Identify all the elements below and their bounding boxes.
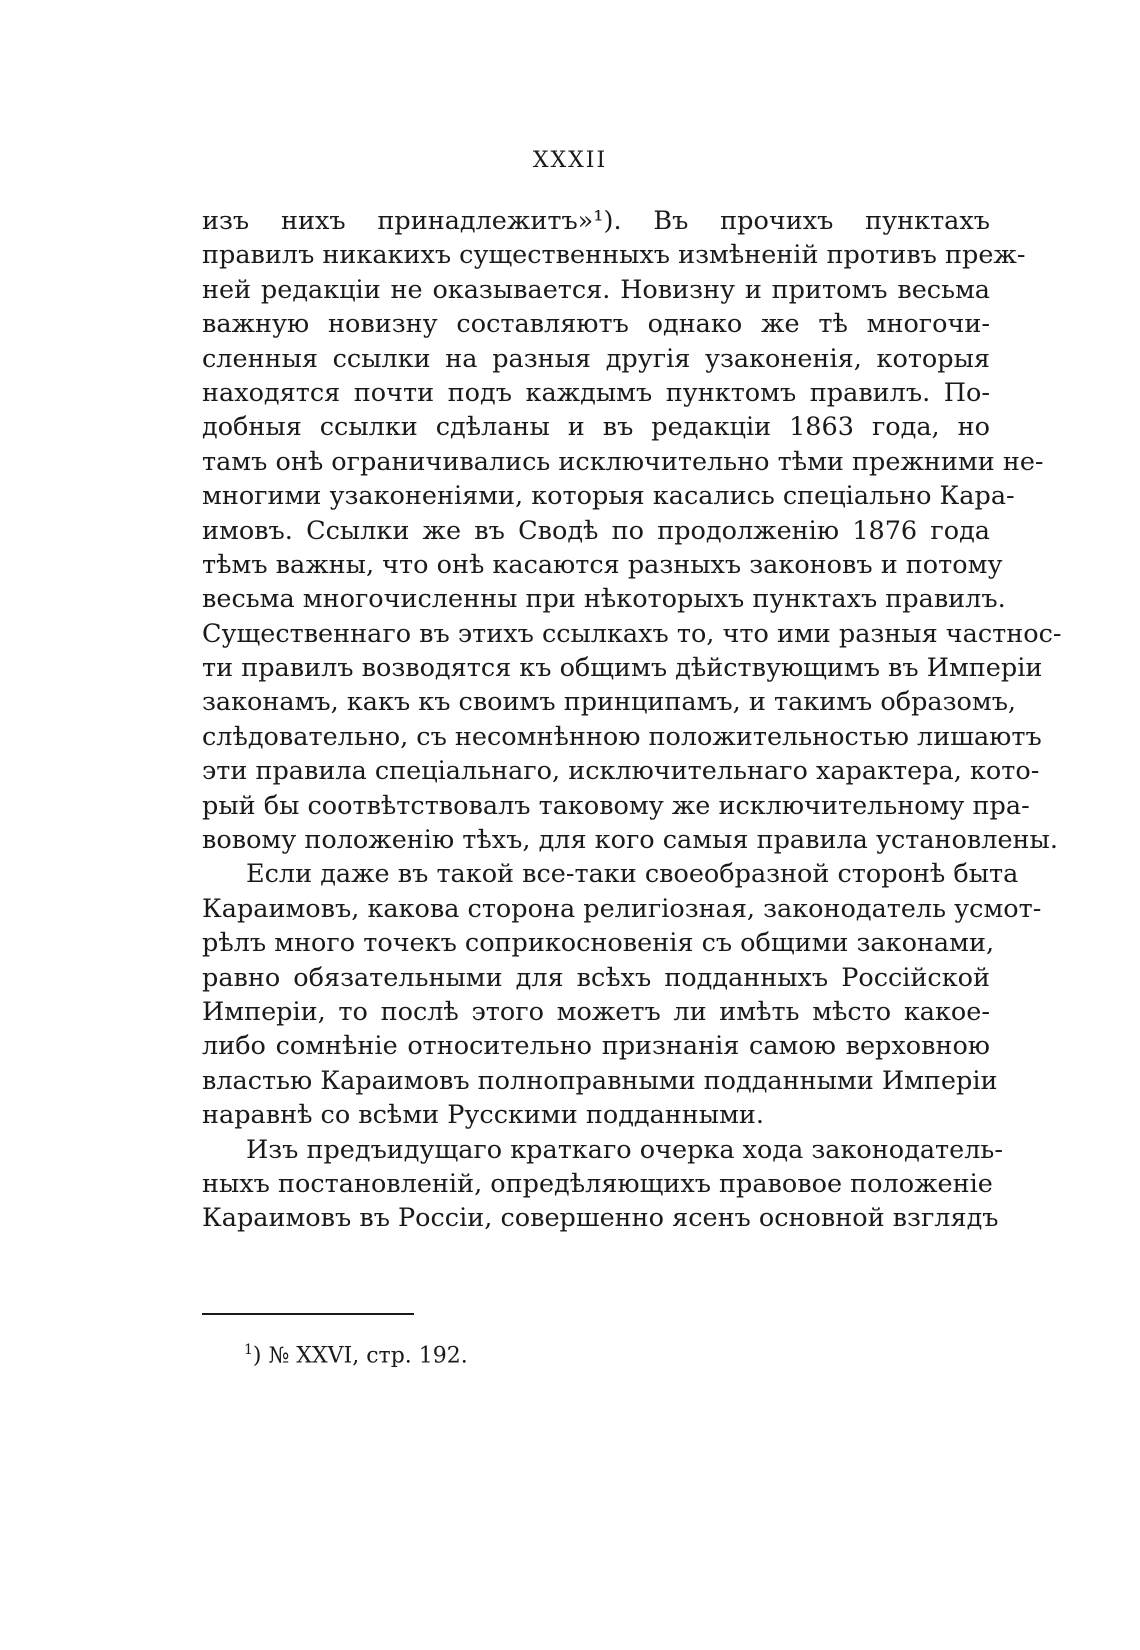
text-line: Существеннаго въ этихъ ссылкахъ то, что ими разныя частнос-	[202, 618, 1062, 649]
text-line: властью Караимовъ полноправными подданными Имперіи	[202, 1065, 998, 1096]
text-line: ныхъ постановленій, опредѣляющихъ правовое положеніе	[202, 1168, 993, 1199]
text-line: равно обязательными для всѣхъ подданныхъ Россійской	[202, 962, 990, 993]
text-line: рѣлъ много точекъ соприкосновенія съ общими законами,	[202, 928, 995, 959]
footnote-text: ) № XXVI, стр. 192.	[252, 1343, 468, 1369]
text-line: рый бы соотвѣтствовалъ таковому же исключительному пра-	[202, 790, 1030, 821]
text-line: законамъ, какъ къ своимъ принципамъ, и такимъ образомъ,	[202, 687, 1017, 718]
text-line: Имперіи, то послѣ этого можетъ ли имѣть мѣсто какое-	[202, 996, 990, 1027]
text-line: эти правила спеціальнаго, исключительнаго характера, кото-	[202, 756, 1040, 787]
text-line: наравнѣ со всѣми Русскими подданными.	[202, 1100, 765, 1131]
footnote-divider	[202, 1313, 414, 1315]
text-line: вовому положенію тѣхъ, для кого самыя правила установлены.	[202, 825, 1058, 856]
text-line: ней редакціи не оказывается. Новизну и притомъ весьма	[202, 274, 990, 305]
text-line: находятся почти подъ каждымъ пунктомъ правилъ. По-	[202, 377, 990, 408]
text-line: добныя ссылки сдѣланы и въ редакціи 1863 года, но	[202, 412, 990, 443]
page-number: XXXII	[532, 148, 608, 173]
text-line: важную новизну составляютъ однако же тѣ многочи-	[202, 309, 990, 340]
text-line: правилъ никакихъ существенныхъ измѣненій противъ преж-	[202, 240, 1026, 271]
text-line: тамъ онѣ ограничивались исключительно тѣми прежними не-	[202, 446, 1044, 477]
text-line: слѣдовательно, съ несомнѣнною положительностью лишаютъ	[202, 721, 1042, 752]
text-line: изъ нихъ принадлежитъ»¹). Въ прочихъ пунктахъ	[202, 206, 990, 236]
body-text	[202, 204, 1062, 1236]
text-line: тѣмъ важны, что онѣ касаются разныхъ законовъ и потому	[202, 549, 1003, 580]
text-line: либо сомнѣніе относительно признанія самою верховною	[202, 1031, 990, 1062]
text-line: имовъ. Ссылки же въ Сводѣ по продолженію 1876 года	[202, 515, 990, 546]
text-line: многими узаконеніями, которыя касались спеціально Кара-	[202, 481, 1015, 512]
text-line: Караимовъ, какова сторона религіозная, законодатель усмот-	[202, 893, 1042, 924]
footnote	[244, 1342, 468, 1368]
text-line: Караимовъ въ Россіи, совершенно ясенъ основной взглядъ	[202, 1203, 999, 1234]
text-line: ти правилъ возводятся къ общимъ дѣйствующимъ въ Имперіи	[202, 653, 1043, 684]
footnote-marker: 1	[244, 1342, 253, 1358]
text-line: сленныя ссылки на разныя другія узаконенія, которыя	[202, 343, 990, 374]
text-line: весьма многочисленны при нѣкоторыхъ пунктахъ правилъ.	[202, 584, 1006, 615]
text-line: Изъ предъидущаго краткаго очерка хода законодатель-	[246, 1134, 1003, 1165]
text-line: Если даже въ такой все-таки своеобразной сторонѣ быта	[246, 859, 1019, 890]
